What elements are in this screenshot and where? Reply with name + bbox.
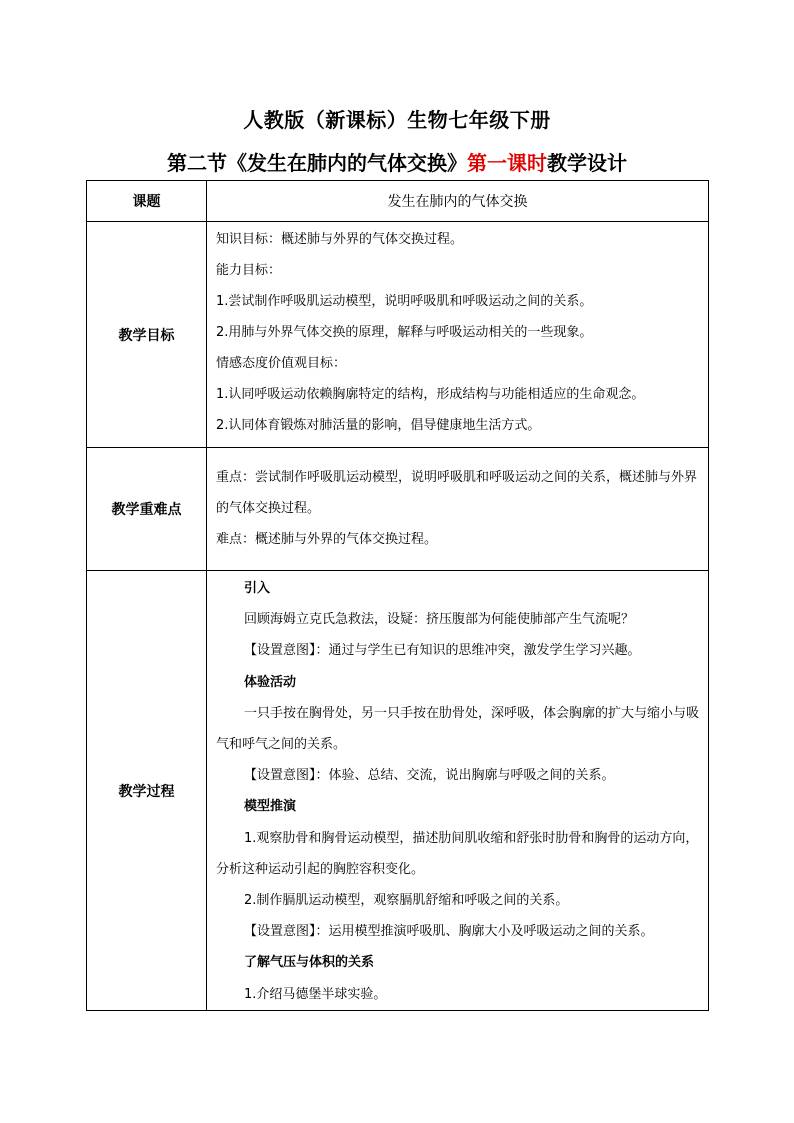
activity-text: 一只手按在胸骨处，另一只手按在肋骨处，深呼吸，体会胸廓的扩大与缩小与吸气和呼气之间的关系。 <box>216 705 700 753</box>
pressure-heading: 了解气压与体积的关系 <box>244 955 375 971</box>
process-cell <box>207 571 709 1011</box>
model-step-2: 2.制作膈肌运动模型，观察膈肌舒缩和呼吸之间的关系。 <box>244 893 569 909</box>
pressure-step-1: 1.介绍马德堡半球实验。 <box>244 986 387 1002</box>
objective-line: 2.认同体育锻炼对肺活量的影响，倡导健康地生活方式。 <box>216 418 541 433</box>
subtitle-suffix: 教学设计 <box>547 151 627 175</box>
document-title: 人教版（新课标）生物七年级下册 <box>243 108 551 132</box>
model-step-1: 1.观察肋骨和胸骨运动模型，描述肋间肌收缩和舒张时肋骨和胸骨的运动方向，分析这种运动引起的胸腔容积变化。 <box>216 830 699 877</box>
key-points-cell <box>207 448 709 571</box>
topic-value: 发生在肺内的气体交换 <box>207 181 709 222</box>
intro-text: 回顾海姆立克氏急救法，设疑：挤压腹部为何能使肺部产生气流呢？ <box>244 612 635 628</box>
lesson-plan-table <box>86 180 709 1011</box>
objective-line: 2.用肺与外界气体交换的原理，解释与呼吸运动相关的一些现象。 <box>216 325 593 340</box>
objective-line: 情感态度价值观目标： <box>216 356 347 371</box>
table-row-topic <box>87 181 709 222</box>
topic-label: 课题 <box>87 181 207 222</box>
subtitle-highlight: 第一课时 <box>467 151 547 175</box>
model-heading: 模型推演 <box>244 799 297 815</box>
objectives-cell <box>207 222 709 448</box>
key-point-text: 重点：尝试制作呼吸肌运动模型，说明呼吸肌和呼吸运动之间的关系，概述肺与外界的气体交换过程。 <box>216 470 698 516</box>
intro-heading: 引入 <box>244 581 271 596</box>
intro-intent: 【设置意图】：通过与学生已有知识的思维冲突，激发学生学习兴趣。 <box>244 643 641 659</box>
objective-line: 能力目标： <box>216 263 282 278</box>
objective-line: 知识目标：概述肺与外界的气体交换过程。 <box>216 232 464 247</box>
objectives-label: 教学目标 <box>87 222 207 448</box>
key-points-label: 教学重难点 <box>87 448 207 571</box>
activity-heading: 体验活动 <box>244 674 297 690</box>
table-row-key-points <box>87 448 709 571</box>
difficult-point-text: 难点：概述肺与外界的气体交换过程。 <box>216 532 438 547</box>
process-label: 教学过程 <box>87 571 207 1011</box>
subtitle-prefix: 第二节《发生在肺内的气体交换》 <box>167 151 467 175</box>
document-subtitle <box>0 147 794 176</box>
objective-line: 1.认同呼吸运动依赖胸廓特定的结构，形成结构与功能相适应的生命观念。 <box>216 387 645 402</box>
activity-intent: 【设置意图】：体验、总结、交流，说出胸廓与呼吸之间的关系。 <box>244 768 615 784</box>
model-intent: 【设置意图】：运用模型推演呼吸肌、胸廓大小及呼吸运动之间的关系。 <box>244 924 654 940</box>
table-row-process <box>87 571 709 1011</box>
table-row-objectives <box>87 222 709 448</box>
objective-line: 1.尝试制作呼吸肌运动模型，说明呼吸肌和呼吸运动之间的关系。 <box>216 294 593 309</box>
